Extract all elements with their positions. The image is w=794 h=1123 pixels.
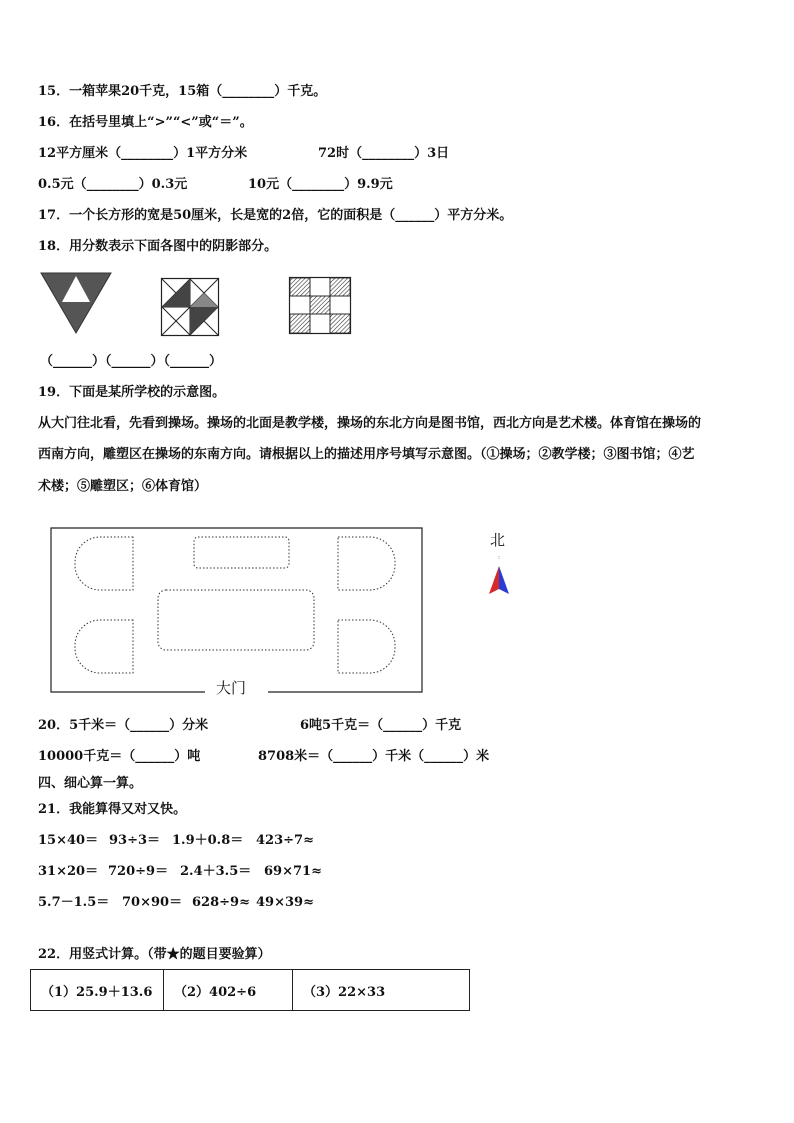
school-map bbox=[50, 527, 424, 695]
q19-desc-line-2: 西南方向，雕塑区在操场的东南方向。请根据以上的描述用序号填写示意图。（①操场；②教学楼；③图书馆；④艺 bbox=[38, 447, 695, 462]
q21-cell: 70×90＝ bbox=[122, 895, 183, 910]
q16-item-4: 10元（________）9.9元 bbox=[248, 177, 393, 192]
q22-cell-3: （3）22×33 bbox=[293, 970, 470, 1011]
q21-cell: 93÷3＝ bbox=[109, 833, 161, 848]
q20-item-4: 8708米＝（______）千米（______）米 bbox=[258, 749, 490, 764]
q21-cell: 720÷9＝ bbox=[108, 864, 169, 879]
q19-desc-line-1: 从大门往北看，先看到操场。操场的北面是教学楼，操场的东北方向是图书馆，西北方向是艺术楼。体育馆在操场的 bbox=[38, 416, 702, 431]
q21-cell: 31×20＝ bbox=[38, 864, 99, 879]
map-slot-northwest bbox=[75, 537, 133, 590]
figure-inverted-triangle bbox=[40, 272, 112, 334]
q16-item-1: 12平方厘米（________）1平方分米 bbox=[38, 146, 248, 161]
question-16-title: 16．在括号里填上“>”“<”或“＝”。 bbox=[38, 115, 253, 130]
question-17: 17．一个长方形的宽是50厘米，长是宽的2倍，它的面积是（______）平方分米。 bbox=[38, 208, 513, 223]
q21-cell: 423÷7≈ bbox=[256, 833, 314, 848]
question-21-title: 21．我能算得又对又快。 bbox=[38, 802, 187, 817]
q21-cell: 628÷9≈ bbox=[192, 895, 250, 910]
section-4-heading: 四、细心算一算。 bbox=[38, 776, 143, 791]
question-19-title: 19．下面是某所学校的示意图。 bbox=[38, 385, 226, 400]
q20-item-3: 10000千克＝（______）吨 bbox=[38, 749, 201, 764]
map-slot-southwest bbox=[75, 620, 133, 673]
figure-square-diamond bbox=[161, 278, 219, 336]
north-arrow-icon bbox=[488, 556, 510, 596]
q16-item-2: 72时（________）3日 bbox=[318, 146, 450, 161]
q21-cell: 5.7－1.5＝ bbox=[38, 895, 110, 910]
q20-item-1: 20．5千米＝（______）分米 bbox=[38, 718, 209, 733]
q22-table bbox=[30, 969, 470, 1011]
q21-cell: 1.9＋0.8＝ bbox=[172, 833, 244, 848]
q20-item-2: 6吨5千克＝（______）千克 bbox=[300, 718, 462, 733]
question-22-title: 22．用竖式计算。（带★的题目要验算） bbox=[38, 947, 271, 962]
q18-answer-blanks: （______）（______）（______） bbox=[40, 354, 223, 369]
q21-cell: 49×39≈ bbox=[256, 895, 314, 910]
q16-item-3: 0.5元（________）0.3元 bbox=[38, 177, 188, 192]
question-18-title: 18．用分数表示下面各图中的阴影部分。 bbox=[38, 239, 278, 254]
map-slot-northeast bbox=[338, 537, 395, 590]
q21-cell: 69×71≈ bbox=[264, 864, 322, 879]
map-slot-north bbox=[194, 537, 289, 568]
q21-cell: 15×40＝ bbox=[38, 833, 99, 848]
figure-checker-grid bbox=[289, 277, 351, 334]
question-15: 15．一箱苹果20千克，15箱（________）千克。 bbox=[38, 84, 327, 99]
north-label: 北 bbox=[490, 531, 506, 549]
q22-cell-2: （2）402÷6 bbox=[164, 970, 293, 1011]
q22-cell-1: （1）25.9＋13.6 bbox=[31, 970, 164, 1011]
map-slot-center bbox=[158, 590, 314, 650]
q19-desc-line-3: 术楼；⑤雕塑区；⑥体育馆） bbox=[38, 479, 208, 494]
gate-label: 大门 bbox=[216, 679, 247, 697]
q21-cell: 2.4＋3.5＝ bbox=[180, 864, 252, 879]
map-slot-southeast bbox=[338, 620, 395, 673]
